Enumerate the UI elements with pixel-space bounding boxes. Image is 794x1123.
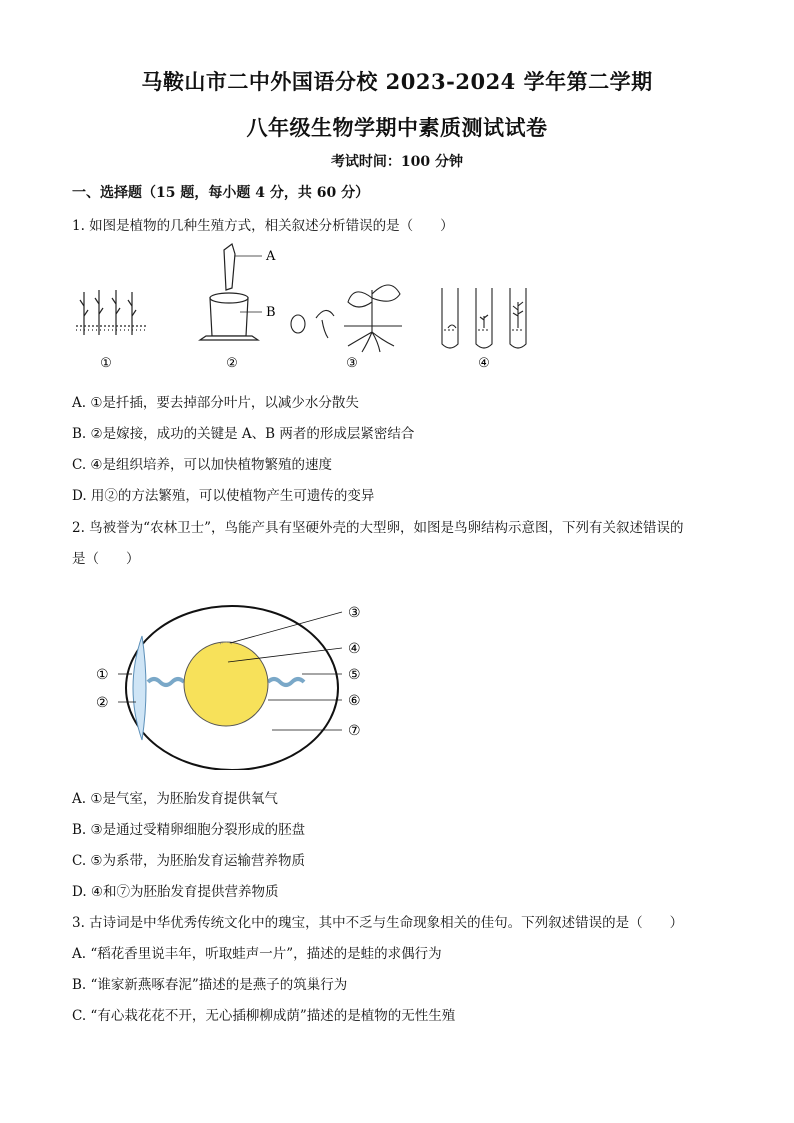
fig1-label-1: ① [100, 356, 112, 371]
q1-option-c: C. ④是组织培养，可以加快植物繁殖的速度 [72, 457, 333, 473]
q3-stem: 3. 古诗词是中华优秀传统文化中的瑰宝，其中不乏与生命现象相关的佳句。下列叙述错误的是（ ） [72, 915, 684, 931]
q2-option-c: C. ⑤为系带，为胚胎发育运输营养物质 [72, 853, 306, 869]
fig1-label-2: ② [226, 356, 238, 371]
q2-option-b: B. ③是通过受精卵细胞分裂形成的胚盘 [72, 822, 306, 838]
q3-option-a: A. “稻花香里说丰年，听取蛙声一片”，描述的是蛙的求偶行为 [72, 946, 442, 962]
q1-figure-reproduction [72, 240, 542, 375]
grafting-illustration [200, 244, 262, 340]
fig1-label-3: ③ [346, 356, 358, 371]
fig2-label-5: ⑤ [348, 667, 361, 683]
q2-option-d: D. ④和⑦为胚胎发育提供营养物质 [72, 884, 279, 900]
fig1-label-a: A [266, 249, 276, 264]
cutting-illustration [76, 290, 148, 335]
q1-option-b: B. ②是嫁接，成功的关键是 A、B 两者的形成层紧密结合 [72, 426, 415, 442]
fig2-label-3: ③ [348, 605, 361, 621]
q1-stem: 1. 如图是植物的几种生殖方式，相关叙述分析错误的是（ ） [72, 218, 454, 234]
seed-plant-illustration [291, 285, 402, 352]
q1-option-d: D. 用②的方法繁殖，可以使植物产生可遗传的变异 [72, 488, 375, 504]
tissue-culture-illustration [442, 288, 526, 348]
q2-stem-line2: 是（ ） [72, 551, 140, 567]
section-heading: 一、选择题（15 题，每小题 4 分，共 60 分） [72, 185, 370, 201]
q1-option-a: A. ①是扦插，要去掉部分叶片，以减少水分散失 [72, 395, 359, 411]
fig2-label-1: ① [96, 667, 109, 683]
fig2-label-6: ⑥ [348, 693, 361, 709]
q2-stem-line1: 2. 鸟被誉为“农林卫士”，鸟能产具有坚硬外壳的大型卵，如图是鸟卵结构示意图，下列有关叙述错误的 [72, 520, 684, 536]
q2-option-a: A. ①是气室，为胚胎发育提供氧气 [72, 791, 278, 807]
fig2-label-4: ④ [348, 641, 361, 657]
q2-figure-bird-egg [90, 590, 380, 770]
yolk [184, 642, 268, 726]
exam-title-line1: 马鞍山市二中外国语分校 2023-2024 学年第二学期 [141, 69, 653, 94]
exam-title-line2: 八年级生物学期中素质测试试卷 [246, 115, 548, 140]
fig1-label-4: ④ [478, 356, 490, 371]
air-cell [133, 636, 146, 740]
fig2-label-7: ⑦ [348, 723, 361, 739]
q3-option-c: C. “有心栽花花不开，无心插柳柳成荫”描述的是植物的无性生殖 [72, 1008, 456, 1024]
fig2-label-2: ② [96, 695, 109, 711]
exam-time: 考试时间：100 分钟 [330, 154, 464, 170]
q3-option-b: B. “谁家新燕啄春泥”描述的是燕子的筑巢行为 [72, 977, 348, 993]
fig1-label-b: B [266, 305, 276, 320]
